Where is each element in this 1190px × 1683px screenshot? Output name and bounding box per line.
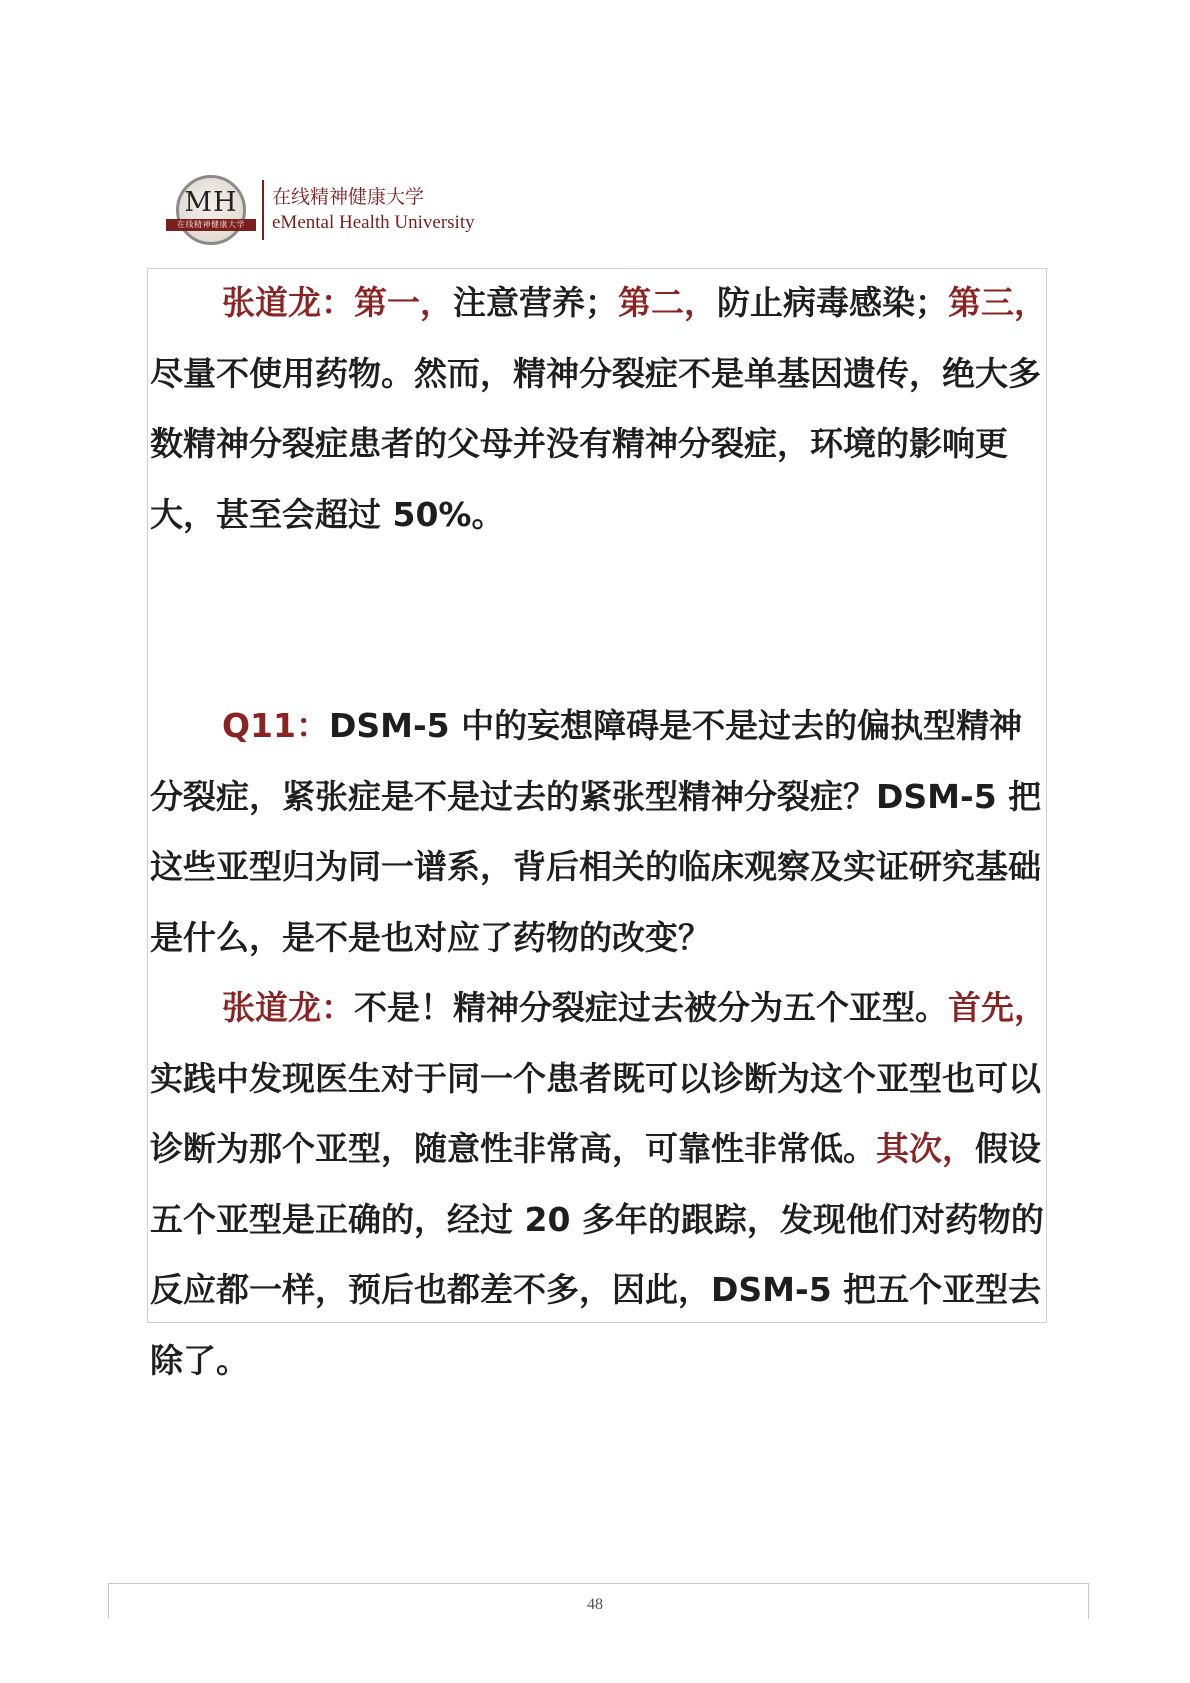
second-label: 其次， [876,1129,975,1168]
university-name-cn: 在线精神健康大学 [272,186,425,208]
logo-divider [262,180,264,240]
answer-paragraph-1 [150,268,1050,550]
mh-seal-icon [170,175,252,245]
seal-ribbon: 在线精神健康大学 [166,219,256,231]
point-label-2: 第二， [618,283,717,322]
seal-letters: MH [184,187,238,218]
speaker-label: 张道龙： [222,283,354,322]
question-label: Q11： [222,706,329,745]
paragraph-gap [150,550,1050,691]
answer-intro: 不是！精神分裂症过去被分为五个亚型。 [354,988,948,1027]
question-text: DSM-5 中的妄想障碍是不是过去的偏执型精神分裂症，紧张症是不是过去的紧张型精神分裂症？DSM-5 把这些亚型归为同一谱系，背后相关的临床观察及实证研究基础是什么，是不是也对应了药物的改变？ [150,706,1042,957]
question-paragraph [150,691,1050,973]
page-number: 48 [587,1596,603,1613]
university-logo [170,175,475,245]
speaker-label: 张道龙： [222,988,354,1027]
answer-paragraph-2 [150,973,1050,1396]
logo-text [272,184,475,236]
second-text: 假设五个亚型是正确的，经过 20 多年的跟踪，发现他们对药物的反应都一样，预后也都差不多，因此，DSM-5 把五个亚型去除了。 [150,1129,1044,1380]
point-text-1: 注意营养； [453,283,618,322]
point-label-3: 第三， [948,283,1047,322]
university-name-en: eMental Health University [272,212,475,233]
footer-rule [108,1583,1088,1584]
point-text-2: 防止病毒感染； [717,283,948,322]
first-label: 首先， [948,988,1047,1027]
point-label-1: 第一， [354,283,453,322]
document-body [150,268,1050,1396]
first-text: 实践中发现医生对于同一个患者既可以诊断为这个亚型也可以诊断为那个亚型，随意性非常高，可靠性非常低。 [150,1058,1041,1168]
point-text-3: 尽量不使用药物。然而，精神分裂症不是单基因遗传，绝大多数精神分裂症患者的父母并没有精神分裂症，环境的影响更大，甚至会超过 50%。 [150,353,1041,534]
